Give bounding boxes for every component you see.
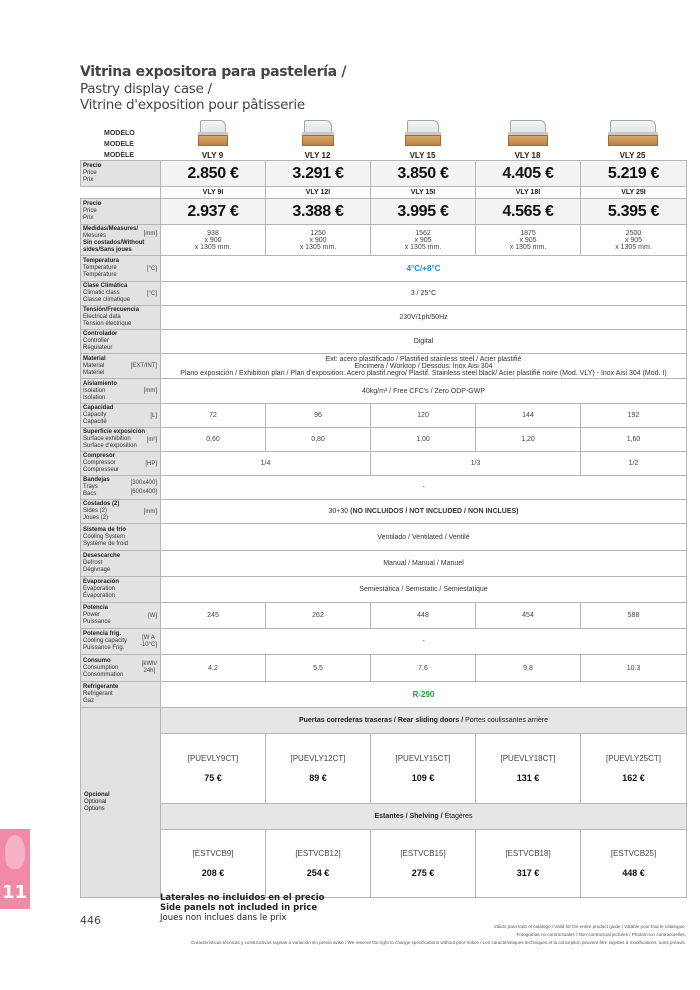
model-name: VLY 18 bbox=[514, 151, 541, 160]
evaporation-value: Semiestática / Semistatic / Semiestatique bbox=[161, 577, 687, 603]
climate-row bbox=[81, 282, 687, 306]
vitrine-image bbox=[608, 120, 658, 148]
shelving-option-cell: [ESTVCB12] 254 € bbox=[266, 830, 371, 898]
consumption-cell: 9,8 bbox=[476, 655, 581, 682]
price-cell: 4.565 € bbox=[476, 199, 581, 225]
surface-cell: 1,60 bbox=[581, 428, 687, 452]
power-cell: 245 bbox=[161, 603, 266, 629]
surface-cell: 1,20 bbox=[476, 428, 581, 452]
section-icon bbox=[5, 835, 25, 869]
section-number: 11 bbox=[2, 882, 28, 903]
trays-label: Bandejas Trays Bacs [300x400] [600x400] bbox=[81, 476, 161, 500]
temperature-row bbox=[81, 256, 687, 282]
vitrine-image bbox=[508, 120, 548, 148]
price-cell: 5.219 € bbox=[581, 161, 687, 187]
door-option-cell: [PUEVLY25CT] 162 € bbox=[581, 734, 687, 804]
material-label: Material Material Matériel [EXT/INT] bbox=[81, 354, 161, 379]
model-i-name: VLY 25I bbox=[581, 187, 687, 199]
power-cell: 588 bbox=[581, 603, 687, 629]
model-header bbox=[80, 118, 686, 160]
title-en: Pastry display case / bbox=[80, 81, 212, 97]
model-cell bbox=[475, 118, 580, 160]
doors-header: Puertas correderas traseras / Rear sliding doors / Portes coulissantes arrière bbox=[161, 708, 687, 734]
power-label: Potencia Power Puissance [W] bbox=[81, 603, 161, 629]
defrost-value: Manual / Manual / Manuel bbox=[161, 551, 687, 577]
surface-row bbox=[81, 428, 687, 452]
model-i-row bbox=[81, 187, 687, 199]
optional-doors-head-row bbox=[81, 708, 687, 734]
price-cell: 3.291 € bbox=[266, 161, 371, 187]
dimensions-label: Medidas/Measures/ Mesures Sin costados/Without sides/Sans joues [mm] bbox=[81, 225, 161, 256]
price-label: Precio Price Prix bbox=[81, 161, 161, 187]
climate-label: Clase Climática Climatic class Classe climatique [°C] bbox=[81, 282, 161, 306]
model-name: VLY 9 bbox=[201, 151, 224, 160]
price-cell: 3.850 € bbox=[371, 161, 476, 187]
vitrine-image bbox=[405, 120, 441, 148]
dimensions-cell: 1875 x 905 x 1305 mm. bbox=[476, 225, 581, 256]
voltage-row bbox=[81, 306, 687, 330]
dimensions-cell: 938 x 900 x 1305 mm. bbox=[161, 225, 266, 256]
consumption-cell: 4.2 bbox=[161, 655, 266, 682]
model-i-name: VLY 12I bbox=[266, 187, 371, 199]
footer-note: Válido para todo el catálogo / Valid for the entire product guide / Valable pour tout le catalogue. bbox=[493, 924, 686, 929]
cooling-label: Sistema de frío Cooling System Système de froid bbox=[81, 524, 161, 551]
consumption-cell: 7.6 bbox=[371, 655, 476, 682]
model-cell bbox=[580, 118, 685, 160]
capacity-cell: 96 bbox=[266, 404, 371, 428]
controller-label: Controlador Controller Régulateur bbox=[81, 330, 161, 354]
voltage-value: 230V/1ph/50Hz bbox=[161, 306, 687, 330]
shelving-option-cell: [ESTVCB25] 448 € bbox=[581, 830, 687, 898]
model-i-name: VLY 15I bbox=[371, 187, 476, 199]
temperature-label: Temperatura Temperature Température [°C] bbox=[81, 256, 161, 282]
optional-doors-row bbox=[81, 734, 687, 804]
compressor-cell: 1/3 bbox=[371, 452, 581, 476]
page-number: 446 bbox=[80, 914, 101, 927]
cooling-capacity-value: - bbox=[161, 629, 687, 655]
door-option-cell: [PUEVLY15CT] 109 € bbox=[371, 734, 476, 804]
vitrine-image bbox=[198, 120, 228, 148]
optional-shelving-head-row bbox=[81, 804, 687, 830]
price-cell: 3.995 € bbox=[371, 199, 476, 225]
trays-value: - bbox=[161, 476, 687, 500]
dimensions-cell: 2500 x 905 x 1305 mm. bbox=[581, 225, 687, 256]
evaporation-row bbox=[81, 577, 687, 603]
consumption-cell: 10.3 bbox=[581, 655, 687, 682]
power-row bbox=[81, 603, 687, 629]
power-cell: 454 bbox=[476, 603, 581, 629]
capacity-row bbox=[81, 404, 687, 428]
door-option-cell: [PUEVLY12CT] 89 € bbox=[266, 734, 371, 804]
sides-row bbox=[81, 500, 687, 524]
refrigerant-row bbox=[81, 682, 687, 708]
price-label: Precio Price Prix bbox=[81, 199, 161, 225]
cooling-capacity-label: Potencia frig. Cooling capacity Puissance Frig. [W A -10°C] bbox=[81, 629, 161, 655]
shelving-option-cell: [ESTVCB18] 317 € bbox=[476, 830, 581, 898]
evaporation-label: Evaporación Evaporation Évaporation bbox=[81, 577, 161, 603]
compressor-cell: 1/2 bbox=[581, 452, 687, 476]
title-fr: Vitrine d'exposition pour pâtisserie bbox=[80, 97, 305, 113]
optional-shelving-row bbox=[81, 830, 687, 898]
power-cell: 448 bbox=[371, 603, 476, 629]
price-cell: 2.937 € bbox=[161, 199, 266, 225]
controller-row bbox=[81, 330, 687, 354]
compressor-cell: 1/4 bbox=[161, 452, 371, 476]
model-cell bbox=[265, 118, 370, 160]
refrigerant-value: R-290 bbox=[161, 682, 687, 708]
controller-value: Digital bbox=[161, 330, 687, 354]
insulation-value: 40kg/m³ / Free CFC's / Zero ODP-GWP bbox=[161, 379, 687, 404]
optional-label: Opcional Optional Options bbox=[81, 708, 161, 898]
model-label: MODELO MODELE MODÈLE bbox=[104, 130, 135, 159]
sides-value: 30+30 (NO INCLUIDOS / NOT INCLUDED / NON INCLUES) bbox=[161, 500, 687, 524]
model-name: VLY 12 bbox=[304, 151, 331, 160]
consumption-row bbox=[81, 655, 687, 682]
price-cell: 5.395 € bbox=[581, 199, 687, 225]
surface-cell: 1,00 bbox=[371, 428, 476, 452]
cooling-value: Ventilado / Ventilated / Ventilé bbox=[161, 524, 687, 551]
material-row bbox=[81, 354, 687, 379]
surface-cell: 0,80 bbox=[266, 428, 371, 452]
dimensions-row bbox=[81, 225, 687, 256]
model-cell bbox=[370, 118, 475, 160]
capacity-label: Capacidad Capacity Capacité [L] bbox=[81, 404, 161, 428]
model-name: VLY 25 bbox=[619, 151, 646, 160]
shelving-option-cell: [ESTVCB15] 275 € bbox=[371, 830, 476, 898]
model-cell bbox=[160, 118, 265, 160]
consumption-cell: 5.5 bbox=[266, 655, 371, 682]
voltage-label: Tensión/Frecuencia Electrical data Tension électrique bbox=[81, 306, 161, 330]
side-panels-note: Laterales no incluidos en el precio Side panels not included in price Joues non inclues dans le prix bbox=[160, 893, 325, 923]
footer-note: Características técnicas y constructivas sujetas a variación sin previo aviso / We reserve the right to change specifications without prior notice / Les caractéristiques techniques et la conception peuvent être sujettes à modifications, sans préavis. bbox=[190, 940, 686, 945]
material-value: Ext: acero plastificado / Plastified stainless steel / Acier plastifié Encimera / Worktop / Dessous: Inox Aisi 304 Plano exposición / Exhibition plan / Plan d'exposition: Acero plastif.negro/ Plastif. Stainless steel black/ Acier plastifié noire (Mod. VLY) - Inox Aisi 304 (Mod. I) bbox=[161, 354, 687, 379]
capacity-cell: 192 bbox=[581, 404, 687, 428]
dimensions-cell: 1562 x 905 x 1305 mm. bbox=[371, 225, 476, 256]
capacity-cell: 144 bbox=[476, 404, 581, 428]
section-tab bbox=[0, 829, 30, 909]
model-i-name: VLY 18I bbox=[476, 187, 581, 199]
dimensions-cell: 1250 x 900 x 1305 mm. bbox=[266, 225, 371, 256]
compressor-label: Compresor Compressor Compresseur [HP] bbox=[81, 452, 161, 476]
price-cell: 2.850 € bbox=[161, 161, 266, 187]
shelving-header: Estantes / Shelving / Étagères bbox=[161, 804, 687, 830]
temperature-value: 4°C/+8°C bbox=[161, 256, 687, 282]
trays-row bbox=[81, 476, 687, 500]
capacity-cell: 72 bbox=[161, 404, 266, 428]
capacity-cell: 120 bbox=[371, 404, 476, 428]
sides-label: Costados (2) Sides (2) Joues (2) [mm] bbox=[81, 500, 161, 524]
door-option-cell: [PUEVLY9CT] 75 € bbox=[161, 734, 266, 804]
title-es: Vitrina expositora para pastelería / bbox=[80, 64, 347, 80]
power-cell: 262 bbox=[266, 603, 371, 629]
spec-table bbox=[80, 160, 687, 898]
price-cell: 3.388 € bbox=[266, 199, 371, 225]
surface-label: Superficie exposición Surface exhibition Surface d'exposition [m²] bbox=[81, 428, 161, 452]
defrost-row bbox=[81, 551, 687, 577]
compressor-row bbox=[81, 452, 687, 476]
footer-note: Fotografías no contractuales / Non contractual pictures / Photos non contractuelles. bbox=[516, 932, 686, 937]
page-title bbox=[80, 64, 640, 113]
consumption-label: Consumo Consumption Consommation [kWh/ 24h] bbox=[81, 655, 161, 682]
surface-cell: 0,60 bbox=[161, 428, 266, 452]
refrigerant-label: Refrigerante Refrigerant Gaz bbox=[81, 682, 161, 708]
defrost-label: Desescarche Defrost Dégivrage bbox=[81, 551, 161, 577]
price-i-row bbox=[81, 199, 687, 225]
cooling-capacity-row bbox=[81, 629, 687, 655]
climate-value: 3 / 25°C bbox=[161, 282, 687, 306]
price-cell: 4.405 € bbox=[476, 161, 581, 187]
price-row bbox=[81, 161, 687, 187]
door-option-cell: [PUEVLY18CT] 131 € bbox=[476, 734, 581, 804]
vitrine-image bbox=[302, 120, 334, 148]
insulation-label: Aislamiento Isolation Isolation [mm] bbox=[81, 379, 161, 404]
shelving-option-cell: [ESTVCB9] 208 € bbox=[161, 830, 266, 898]
model-name: VLY 15 bbox=[409, 151, 436, 160]
insulation-row bbox=[81, 379, 687, 404]
model-i-name: VLY 9I bbox=[161, 187, 266, 199]
cooling-row bbox=[81, 524, 687, 551]
